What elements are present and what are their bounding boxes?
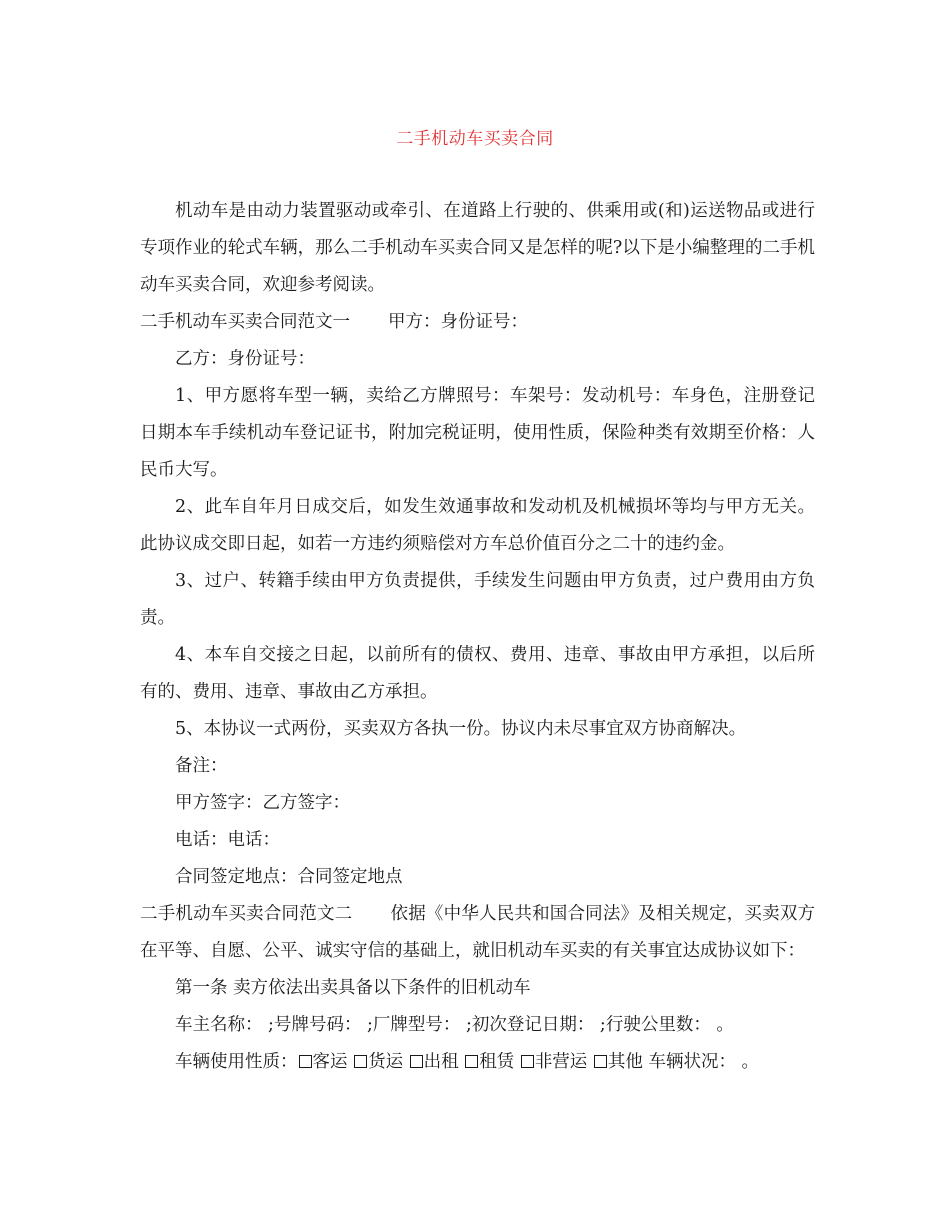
usage-option: 非营运 [534, 1052, 588, 1072]
usage-option: 货运 [368, 1052, 404, 1072]
checkbox-icon[interactable] [594, 1055, 607, 1068]
clause-1: 1、甲方愿将车型一辆，卖给乙方牌照号：车架号：发动机号：车身色，注册登记日期本车手续机动车登记证书，附加完税证明，使用性质，保险种类有效期至价格：人民币大写。 [140, 386, 815, 480]
condition-label: 车辆状况： 。 [648, 1052, 760, 1072]
phones-line: 电话：电话： [175, 830, 280, 850]
checkbox-icon[interactable] [354, 1055, 367, 1068]
checkbox-icon[interactable] [521, 1055, 534, 1068]
article-1: 第一条 卖方依法出卖具备以下条件的旧机动车 [175, 978, 531, 998]
clause-5: 5、本协议一式两份，买卖双方各执一份。协议内未尽事宜双方协商解决。 [175, 719, 747, 739]
signing-place-line: 合同签定地点：合同签定地点 [175, 867, 403, 887]
clause-4: 4、本车自交接之日起，以前所有的债权、费用、违章、事故由甲方承担，以后所有的、费用、违章、事故由乙方承担。 [140, 645, 815, 702]
clause-2: 2、此车自年月日成交后，如发生效通事故和发动机及机械损坏等均与甲方无关。此协议成交即日起，如若一方违约须赔偿对方车总价值百分之二十的违约金。 [140, 497, 815, 554]
vehicle-owner-line: 车主名称： ;号牌号码： ;厂牌型号： ;初次登记日期： ;行驶公里数： 。 [175, 1015, 734, 1035]
checkbox-icon[interactable] [410, 1055, 423, 1068]
vehicle-usage-line [140, 1044, 815, 1081]
party-b-line: 乙方：身份证号： [175, 349, 315, 369]
party-a-line: 甲方：身份证号： [388, 312, 528, 332]
intro-paragraph: 机动车是由动力装置驱动或牵引、在道路上行驶的、供乘用或(和)运送物品或进行专项作业的轮式车辆，那么二手机动车买卖合同又是怎样的呢?以下是小编整理的二手机动车买卖合同，欢迎参考阅读。 [140, 201, 815, 295]
usage-option: 客运 [312, 1052, 348, 1072]
usage-label: 车辆使用性质： [175, 1052, 298, 1072]
checkbox-icon[interactable] [465, 1055, 478, 1068]
usage-option: 出租 [423, 1052, 459, 1072]
usage-option: 租赁 [479, 1052, 515, 1072]
remarks-line: 备注： [175, 756, 228, 776]
sample2-intro: 依据《中华人民共和国合同法》及相关规定，买卖双方在平等、自愿、公平、诚实守信的基础上，就旧机动车买卖的有关事宜达成协议如下： [140, 904, 816, 961]
clause-3: 3、过户、转籍手续由甲方负责提供，手续发生问题由甲方负责，过户费用由方负责。 [140, 571, 815, 628]
document-title: 二手机动车买卖合同 [396, 129, 554, 149]
sample1-heading: 二手机动车买卖合同范文一 [140, 312, 350, 332]
signatures-line: 甲方签字：乙方签字： [175, 793, 350, 813]
checkbox-icon[interactable] [299, 1055, 312, 1068]
sample1-heading-line [140, 304, 815, 341]
usage-option: 其他 [607, 1052, 643, 1072]
document-body [140, 193, 815, 1081]
sample2-intro-paragraph [140, 896, 815, 970]
sample2-heading: 二手机动车买卖合同范文二 [140, 904, 353, 924]
